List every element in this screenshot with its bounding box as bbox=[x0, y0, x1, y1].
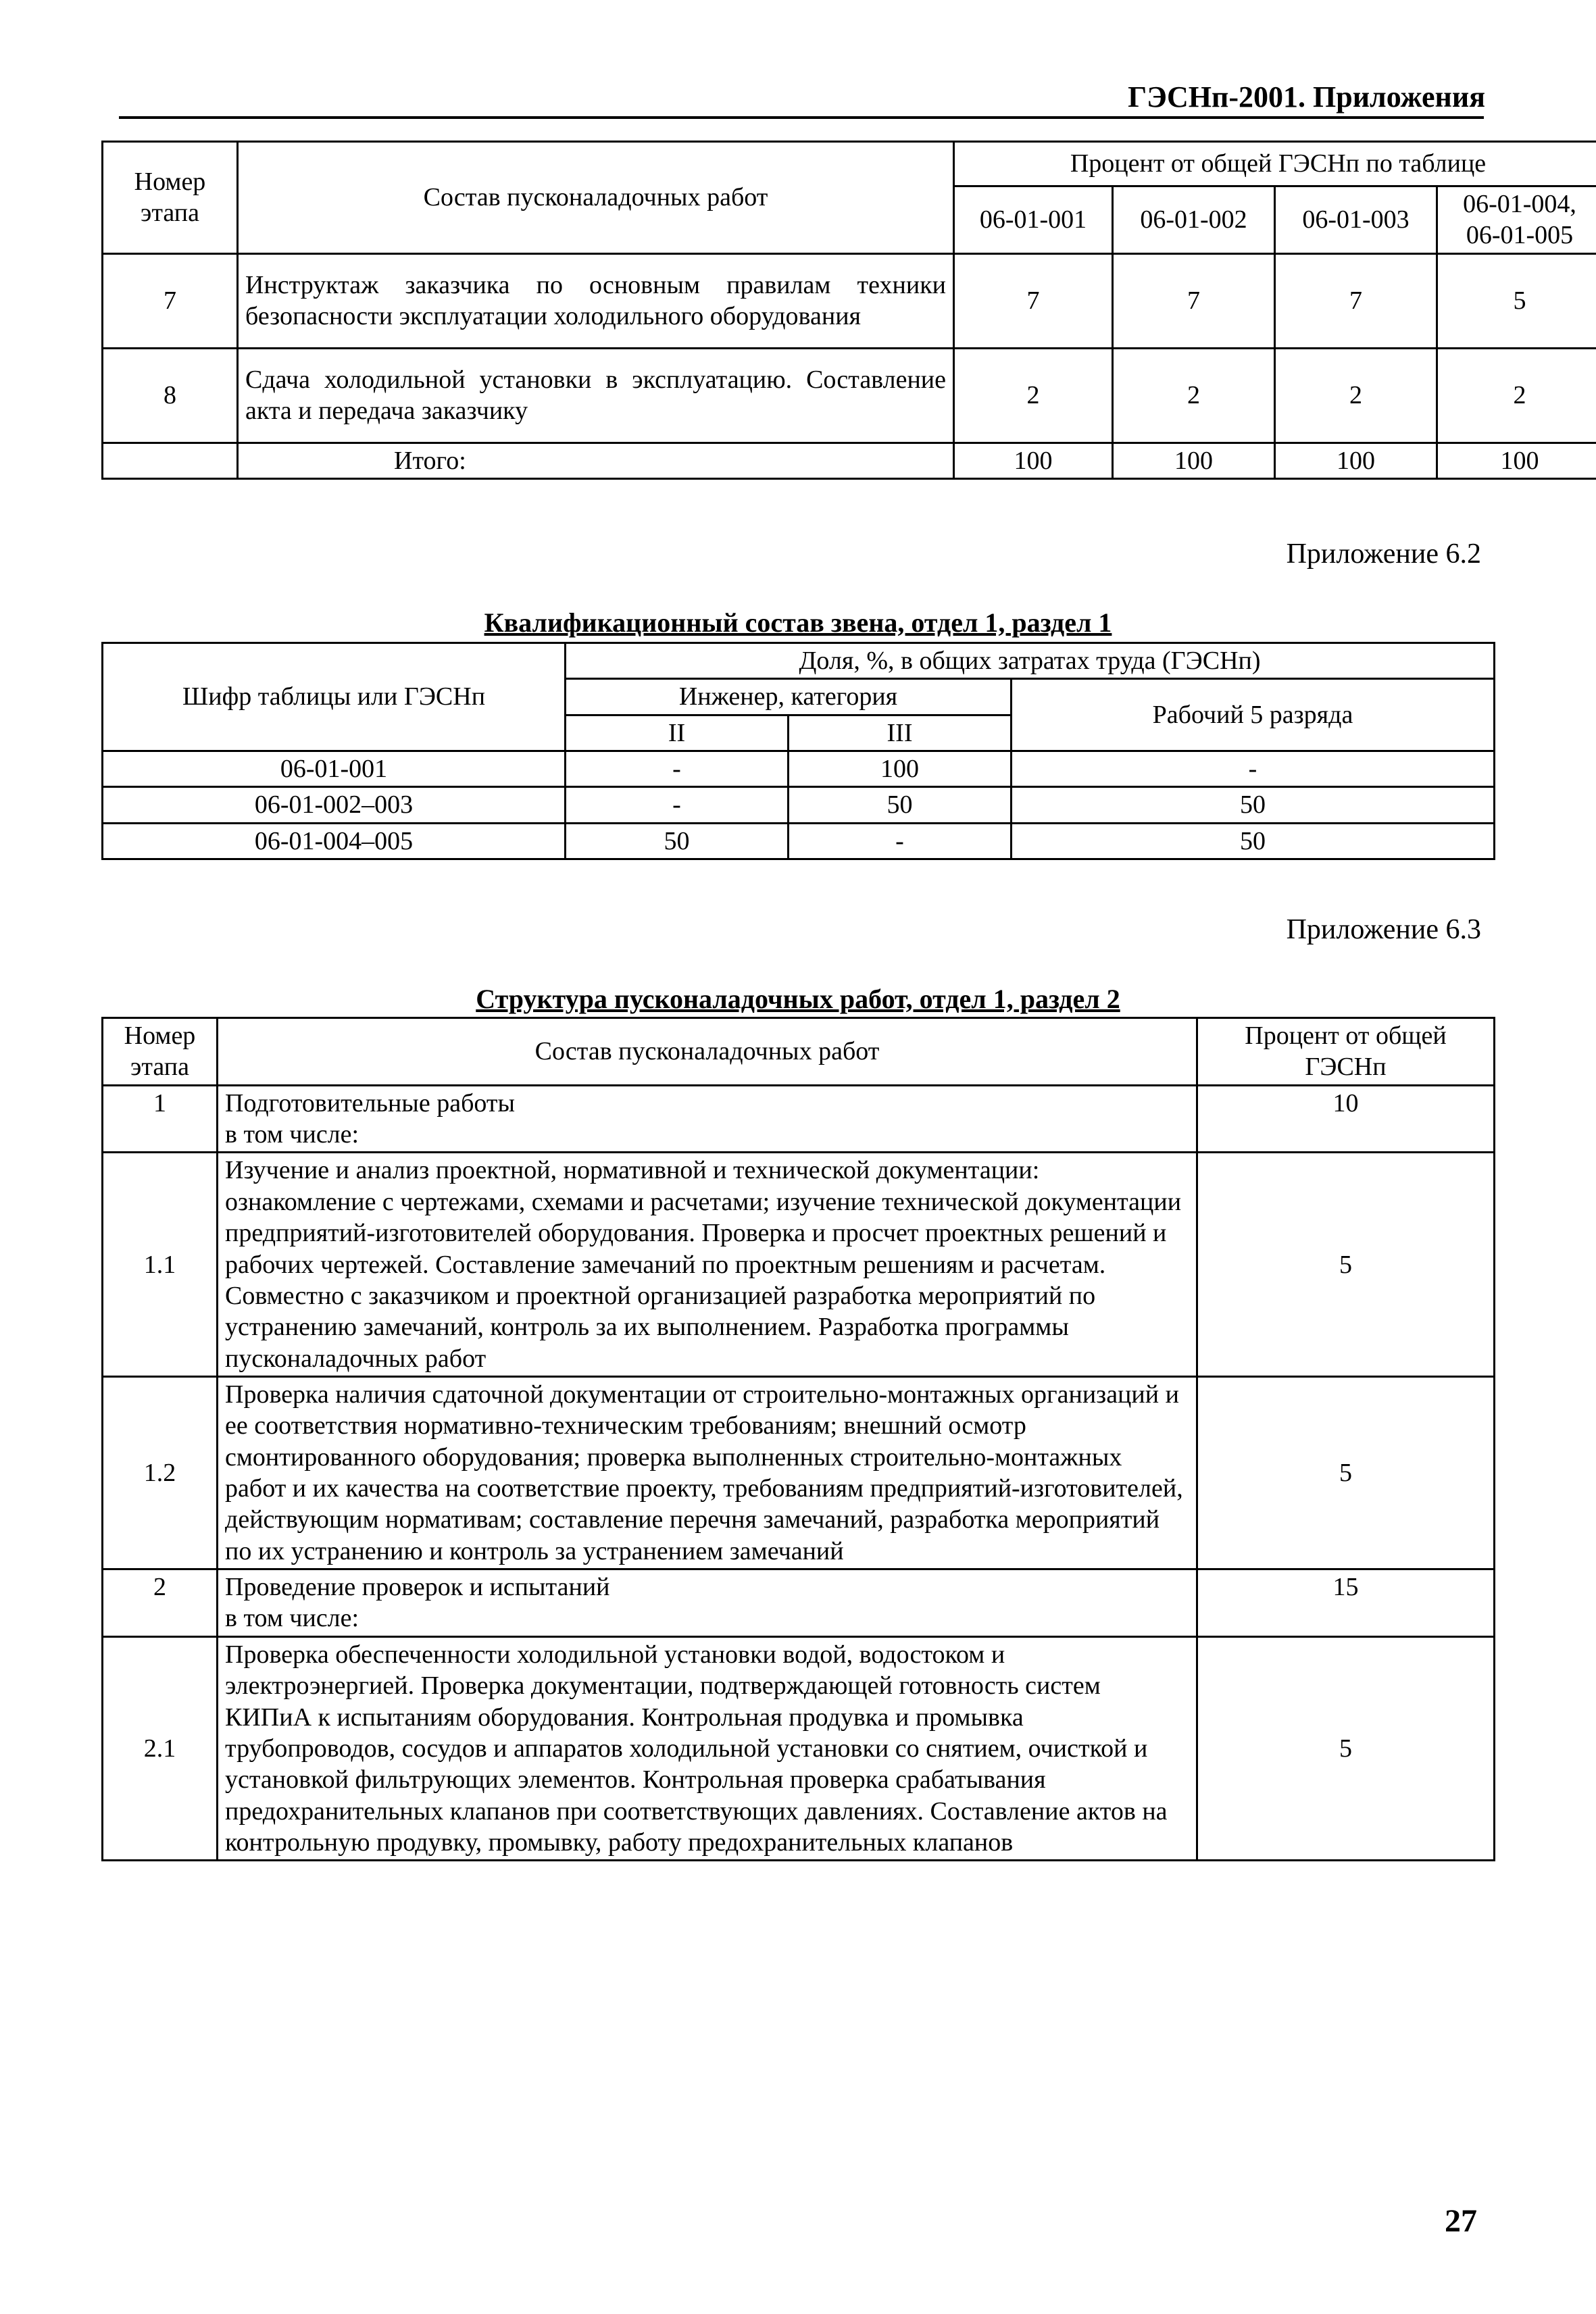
stage-description: Изучение и анализ проектной, нормативной и технической документации: ознакомление с чертежами, схемами и расчетами; изучение технической документации предприятий-изготовителей оборудования. Проверка и просчет проектных решений и рабочих чертежей. Составление замечаний по проектным решениям и расчетам. Совместно с заказчиком и проектной организацией разработка мероприятий по устранению замечаний, контроль за их выполнением. Разработка программы пусконаладочных работ bbox=[218, 1153, 1197, 1377]
percent-value: 5 bbox=[1197, 1153, 1495, 1377]
total-value: 100 bbox=[1275, 443, 1437, 478]
total-value: 100 bbox=[954, 443, 1113, 478]
table-row bbox=[103, 253, 1596, 348]
code-cell: 06-01-004–005 bbox=[103, 823, 566, 859]
worker-cell: 50 bbox=[1012, 787, 1495, 823]
header-percent: Процент от общей ГЭСНп bbox=[1197, 1018, 1495, 1086]
stage-number: 2 bbox=[103, 1569, 218, 1637]
stage-subtitle: в том числе: bbox=[225, 1604, 359, 1633]
percent-value: 15 bbox=[1197, 1569, 1495, 1637]
header-col-4: 06-01-004, 06-01-005 bbox=[1437, 186, 1596, 254]
stage-number: 1 bbox=[103, 1085, 218, 1153]
header-rule bbox=[119, 116, 1484, 119]
code-cell: 06-01-001 bbox=[103, 751, 566, 787]
header-composition: Состав пусконаладочных работ bbox=[238, 142, 954, 254]
header-stage-no: Номер этапа bbox=[103, 142, 238, 254]
stage-description bbox=[218, 1569, 1197, 1637]
table-row bbox=[103, 787, 1495, 823]
worker-cell: 50 bbox=[1012, 823, 1495, 859]
header-percent-group: Процент от общей ГЭСНп по таблице bbox=[954, 142, 1596, 186]
header-col-3: 06-01-003 bbox=[1275, 186, 1437, 254]
stage-number: 2.1 bbox=[103, 1636, 218, 1861]
worker-cell: - bbox=[1012, 751, 1495, 787]
table-row bbox=[103, 751, 1495, 787]
table-row bbox=[103, 1569, 1495, 1637]
total-value: 100 bbox=[1437, 443, 1596, 478]
header-composition: Состав пусконаладочных работ bbox=[218, 1018, 1197, 1086]
category-3-cell: 100 bbox=[789, 751, 1012, 787]
empty-cell bbox=[103, 443, 238, 478]
stage-number: 1.1 bbox=[103, 1153, 218, 1377]
category-3-cell: - bbox=[789, 823, 1012, 859]
stage-description: Инструктаж заказчика по основным правилам техники безопасности эксплуатации холодильного оборудования bbox=[238, 253, 954, 348]
running-header: ГЭСНп-2001. Приложения bbox=[1128, 80, 1485, 114]
stage-description: Проверка обеспеченности холодильной установки водой, водостоком и электроэнергией. Проверка документации, подтверждающей готовность систем КИПиА к испытаниям оборудования. Контрольная продувка и промывка трубопроводов, сосудов и аппаратов холодильной установки со снятием, очисткой и установкой фильтрующих элементов. Контрольная проверка срабатывания предохранительных клапанов при соответствующих давлениях. Составление актов на контрольную продувку, промывку, работу предохранительных клапанов bbox=[218, 1636, 1197, 1861]
stage-description bbox=[218, 1085, 1197, 1153]
percent-value: 7 bbox=[954, 253, 1113, 348]
stage-number: 1.2 bbox=[103, 1376, 218, 1569]
header-category-2: II bbox=[566, 715, 789, 751]
appendix-6-3-label: Приложение 6.3 bbox=[1286, 914, 1481, 945]
stage-description: Проверка наличия сдаточной документации от строительно-монтажных организаций и ее соответствия нормативно-техническим требованиям; внешний осмотр смонтированного оборудования; проверка выполненных строительно-монтажных работ и их качества на соответствие проекту, требованиям предприятий-изготовителей, действующим нормативам; составление перечня замечаний, разработка мероприятий по их устранению и контроль за устранением замечаний bbox=[218, 1376, 1197, 1569]
stage-subtitle: в том числе: bbox=[225, 1120, 359, 1149]
stage-title: Подготовительные работы bbox=[225, 1088, 516, 1117]
percent-value: 7 bbox=[1275, 253, 1437, 348]
total-row bbox=[103, 443, 1596, 478]
code-cell: 06-01-002–003 bbox=[103, 787, 566, 823]
page-number: 27 bbox=[1445, 2203, 1477, 2239]
stage-title: Проведение проверок и испытаний bbox=[225, 1573, 610, 1602]
table-row bbox=[103, 823, 1495, 859]
header-engineer: Инженер, категория bbox=[566, 679, 1012, 715]
qualification-table bbox=[101, 642, 1495, 860]
header-category-3: III bbox=[789, 715, 1012, 751]
table-row bbox=[103, 1636, 1495, 1861]
appendix-6-2-label: Приложение 6.2 bbox=[1286, 538, 1481, 570]
appendix-6-2-caption: Квалификационный состав звена, отдел 1, раздел 1 bbox=[484, 607, 1112, 638]
percent-value: 5 bbox=[1197, 1376, 1495, 1569]
header-code: Шифр таблицы или ГЭСНп bbox=[103, 643, 566, 751]
header-worker: Рабочий 5 разряда bbox=[1012, 679, 1495, 751]
header-col-2: 06-01-002 bbox=[1113, 186, 1275, 254]
percent-value: 2 bbox=[1275, 348, 1437, 443]
percent-value: 5 bbox=[1197, 1636, 1495, 1861]
header-col-1: 06-01-001 bbox=[954, 186, 1113, 254]
percent-value: 2 bbox=[954, 348, 1113, 443]
table-row bbox=[103, 1085, 1495, 1153]
percent-value: 10 bbox=[1197, 1085, 1495, 1153]
percent-value: 5 bbox=[1437, 253, 1596, 348]
category-2-cell: - bbox=[566, 751, 789, 787]
header-share: Доля, %, в общих затратах труда (ГЭСНп) bbox=[566, 643, 1495, 679]
stages-percent-table bbox=[101, 141, 1596, 480]
category-3-cell: 50 bbox=[789, 787, 1012, 823]
total-label: Итого: bbox=[238, 443, 954, 478]
total-value: 100 bbox=[1113, 443, 1275, 478]
table-row bbox=[103, 1376, 1495, 1569]
stage-description: Сдача холодильной установки в эксплуатацию. Составление акта и передача заказчику bbox=[238, 348, 954, 443]
structure-table bbox=[101, 1017, 1495, 1861]
stage-number: 7 bbox=[103, 253, 238, 348]
percent-value: 7 bbox=[1113, 253, 1275, 348]
table-row bbox=[103, 348, 1596, 443]
appendix-6-3-caption: Структура пусконаладочных работ, отдел 1, раздел 2 bbox=[476, 984, 1120, 1014]
category-2-cell: 50 bbox=[566, 823, 789, 859]
percent-value: 2 bbox=[1113, 348, 1275, 443]
percent-value: 2 bbox=[1437, 348, 1596, 443]
table-row bbox=[103, 1153, 1495, 1377]
category-2-cell: - bbox=[566, 787, 789, 823]
header-stage-no: Номер этапа bbox=[103, 1018, 218, 1086]
stage-number: 8 bbox=[103, 348, 238, 443]
